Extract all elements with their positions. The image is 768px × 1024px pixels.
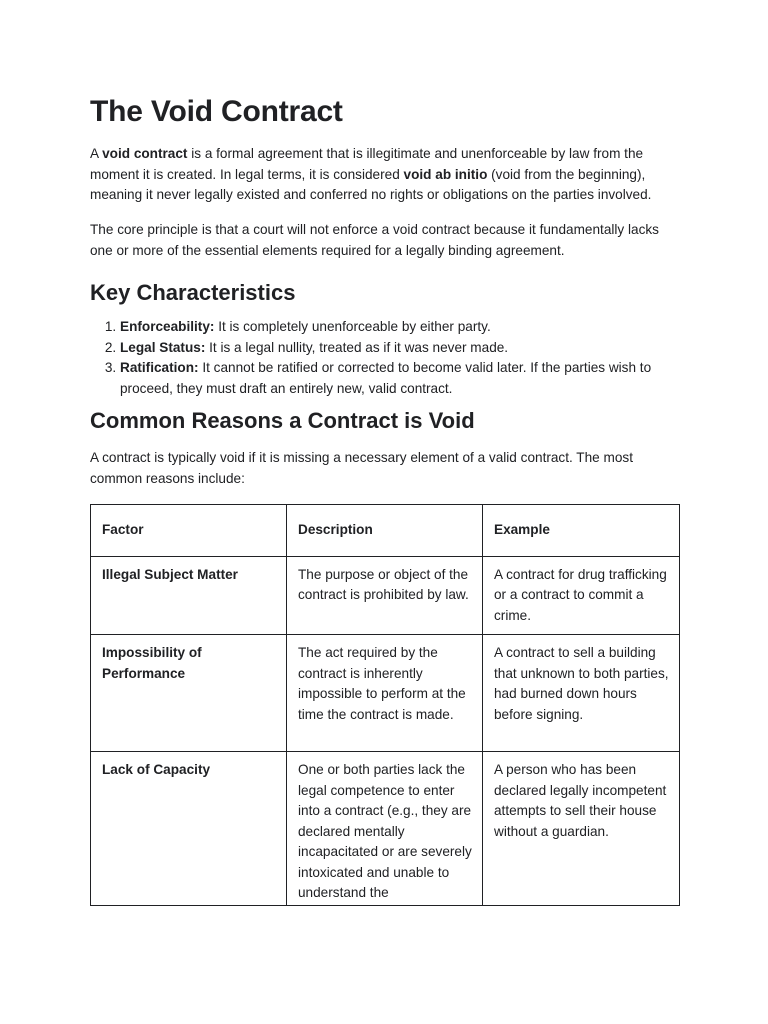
reasons-intro-paragraph: A contract is typically void if it is missing a necessary element of a valid contract. The most common reasons include: (90, 450, 633, 486)
header-description: Description (287, 505, 483, 557)
term-void-contract: void contract (102, 146, 188, 161)
example-cell: A person who has been declared legally incompetent attempts to sell their house without a guardian. (483, 752, 680, 906)
description-cell: One or both parties lack the legal competence to enter into a contract (e.g., they are declared mentally incapacitated or are severely intoxicated and unable to understand the (287, 752, 483, 906)
page-title: The Void Contract (90, 95, 343, 128)
key-characteristics-heading: Key Characteristics (90, 280, 296, 305)
principle-paragraph: The core principle is that a court will not enforce a void contract because it fundamentally lacks one or more of the essential elements required for a legally binding agreement. (90, 222, 659, 258)
table-row (91, 635, 680, 752)
table-row (91, 752, 680, 906)
factor-cell: Impossibility of Performance (91, 635, 287, 752)
list-item: 3. Ratification: It cannot be ratified or corrected to become valid later. If the parties wish to proceed, they must draft an entirely new, valid contract. (120, 358, 682, 399)
factor-cell: Illegal Subject Matter (91, 556, 287, 635)
description-cell: The act required by the contract is inherently impossible to perform at the time the contract is made. (287, 635, 483, 752)
header-example: Example (483, 505, 680, 557)
table-row (91, 556, 680, 635)
example-cell: A contract for drug trafficking or a contract to commit a crime. (483, 556, 680, 635)
header-factor: Factor (91, 505, 287, 557)
common-reasons-heading: Common Reasons a Contract is Void (90, 408, 475, 433)
description-cell: The purpose or object of the contract is prohibited by law. (287, 556, 483, 635)
example-cell: A contract to sell a building that unknown to both parties, had burned down hours before signing. (483, 635, 680, 752)
list-item: 2. Legal Status: It is a legal nullity, treated as if it was never made. (120, 338, 682, 359)
intro-paragraph: A void contract is a formal agreement that is illegitimate and unenforceable by law from the moment it is created. In legal terms, it is considered void ab initio (void from the beginning), meaning it never legally existed and conferred no rights or obligations on the parties involved. (90, 146, 652, 202)
characteristics-list (90, 317, 682, 399)
factor-cell: Lack of Capacity (91, 752, 287, 906)
list-item: 1. Enforceability: It is completely unenforceable by either party. (120, 317, 682, 338)
reasons-table (90, 504, 680, 906)
term-void-ab-initio: void ab initio (403, 166, 488, 182)
table-header-row (91, 505, 680, 557)
